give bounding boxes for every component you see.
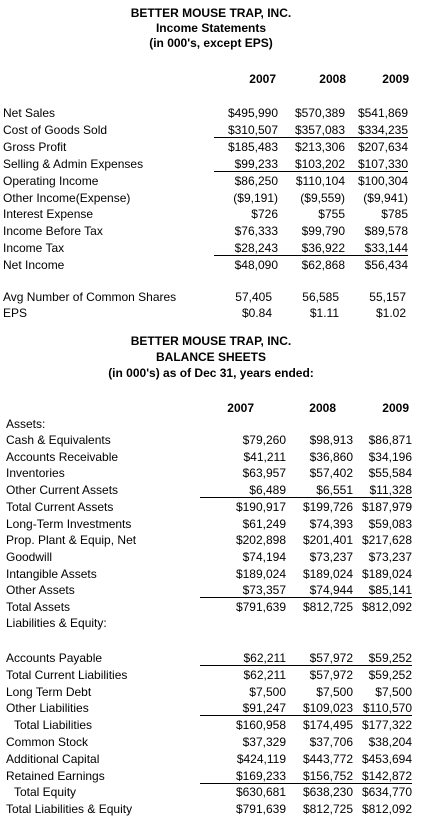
asset-row-value: $85,141 [368,583,412,598]
liability-row-value: $62,211 [243,651,286,665]
income-row-value: $76,333 [234,224,278,239]
liability-row-label: Retained Earnings [6,768,105,783]
income-row-value: $310,507 [227,122,278,137]
balance-year-2: 2008 [309,401,336,415]
income-row [0,206,422,222]
asset-row-value: $812,092 [361,600,412,614]
liability-row-label: Accounts Payable [6,651,103,665]
income-row-label: Operating Income [3,173,99,188]
income-row-label: Cost of Goods Sold [3,122,108,137]
asset-row-value: $189,024 [235,566,286,581]
liability-row-value: $38,204 [368,735,412,749]
liability-row-value: $177,322 [361,718,412,733]
liability-row-value: $142,872 [361,768,412,783]
income-row-label: Net Income [3,258,65,273]
asset-row [0,449,422,465]
income-year-3: 2009 [382,72,409,86]
income-row-label: Net Sales [3,106,56,120]
asset-row-label: Total Current Assets [6,499,114,514]
asset-row-value: $187,979 [361,499,412,514]
eps-row-value: $0.84 [241,306,272,320]
asset-row-label: Inventories [6,466,65,481]
liability-row [0,751,422,767]
income-row-value: $207,634 [357,139,408,154]
asset-row-value: $189,024 [302,566,353,581]
income-row [0,139,422,155]
eps-row-label: EPS [3,306,28,320]
liability-row-value: $443,772 [302,751,353,766]
asset-row-value: $34,196 [368,449,412,464]
income-row [0,257,422,273]
eps-row-value: $1.02 [375,306,406,320]
liability-row [0,734,422,750]
liability-row-value: $812,092 [361,802,412,817]
income-year-1: 2007 [249,72,276,86]
balance-year-3: 2009 [382,401,409,415]
liability-row-value: $169,233 [235,768,286,783]
liability-row-value: $57,972 [309,651,353,665]
asset-row-value: $63,957 [242,466,286,481]
liability-row-label: Total Liabilities [14,718,93,733]
asset-row-value: $791,639 [235,600,286,614]
liability-row-value: $109,023 [302,701,353,716]
income-row [0,156,422,172]
liability-row-value: $791,639 [235,802,286,817]
asset-row-label: Long-Term Investments [6,516,132,531]
income-row [0,240,422,256]
liabilities-header: Liabilities & Equity: [6,616,107,630]
balance-title-company: BETTER MOUSE TRAP, INC. [130,334,292,348]
income-row [0,173,422,189]
liability-row-value: $174,495 [302,718,353,733]
asset-row-value: $41,211 [243,449,286,464]
income-title-statement: Income Statements [155,21,267,35]
asset-row-value: $79,260 [242,433,286,447]
asset-row-value: $55,584 [368,466,412,481]
asset-row-value: $190,917 [235,499,286,514]
asset-row-label: Cash & Equivalents [6,433,111,447]
asset-row-value: $59,083 [368,516,412,531]
liability-row-value: $91,247 [242,701,286,716]
asset-row-value: $57,402 [309,466,353,481]
asset-row [0,516,422,532]
asset-row-value: $189,024 [361,566,412,581]
asset-row-label: Other Current Assets [6,483,119,498]
income-row-label: Gross Profit [3,139,67,154]
asset-row [0,549,422,565]
liability-row-value: $160,958 [235,718,286,733]
asset-row-value: $86,871 [368,433,412,447]
income-row-value: $726 [251,207,278,222]
asset-row [0,582,422,598]
shares-row-label: Avg Number of Common Shares [3,290,177,304]
asset-row-value: $73,357 [242,583,286,598]
liability-row-value: $7,500 [249,684,286,699]
income-row-value: $103,202 [294,156,345,171]
liability-row-value: $37,706 [309,735,353,749]
asset-row-value: $6,489 [249,483,286,498]
liability-row-value: $156,752 [302,768,353,783]
liability-row-label: Total Current Liabilities [6,667,128,682]
income-title-company: BETTER MOUSE TRAP, INC. [130,6,292,20]
asset-row-value: $199,726 [302,499,353,514]
liability-row [0,784,422,800]
liability-row-value: $62,211 [243,667,286,682]
liability-row [0,650,422,666]
total-rule [214,171,408,172]
eps-row-value: $1.11 [309,306,339,320]
liability-row-value: $638,230 [302,785,353,800]
liability-row [0,684,422,700]
asset-row-label: Intangible Assets [6,566,97,581]
asset-row-value: $74,944 [309,583,353,598]
asset-row-value: $61,249 [242,516,286,531]
asset-row [0,499,422,515]
income-row-label: Interest Expense [3,207,94,222]
liability-row-value: $812,725 [302,802,353,817]
shares-row-value: 57,405 [235,290,272,304]
shares-row-value: 56,585 [302,290,339,304]
asset-row-value: $6,551 [316,483,353,498]
asset-row [0,532,422,548]
liability-row-value: $634,770 [361,785,412,800]
income-row-label: Income Tax [3,241,65,256]
asset-row-label: Goodwill [6,549,53,564]
asset-row [0,599,422,615]
liability-row-value: $110,570 [362,701,412,716]
income-title-units: (in 000's, except EPS) [149,36,273,50]
asset-row-value: $11,328 [369,483,412,498]
income-row-value: $56,434 [364,258,408,273]
income-row-value: $89,578 [364,224,408,239]
income-row-value: $107,330 [357,156,408,171]
income-row-value: $99,790 [301,224,345,239]
assets-header: Assets: [6,417,46,431]
income-row [0,190,422,206]
asset-row-label: Other Assets [6,583,75,598]
asset-row [0,482,422,498]
income-row-value: $213,306 [294,139,345,154]
liability-row-label: Total Liabilities & Equity [6,802,133,817]
liability-row-value: $630,681 [235,785,286,800]
liability-row-label: Additional Capital [6,751,100,766]
asset-row-value: $36,860 [309,449,353,464]
income-row-value: $495,990 [227,106,278,120]
liability-row-value: $57,972 [309,667,353,682]
income-row-value: $541,869 [357,106,408,120]
income-row [0,105,422,121]
asset-row-value: $201,401 [302,533,353,548]
asset-row [0,566,422,582]
liability-row [0,667,422,683]
liability-row [0,700,422,716]
shares-row [0,289,422,305]
liability-row-label: Common Stock [6,735,89,749]
liability-row-value: $59,252 [368,667,412,682]
shares-row-value: 55,157 [369,290,406,304]
income-row-value: $755 [318,207,345,222]
liability-row-value: $7,500 [375,684,412,699]
income-row-value: $334,235 [357,122,408,137]
income-year-2: 2008 [319,72,346,86]
income-row-value: $785 [381,207,408,222]
income-row-label: Other Income(Expense) [3,190,131,205]
liability-row [0,717,422,733]
income-row-value: $185,483 [227,139,278,154]
asset-row-label: Accounts Receivable [6,449,119,464]
liability-row-label: Long Term Debt [6,684,92,699]
asset-row [0,432,422,448]
income-row-value: $86,250 [234,173,278,188]
liability-row-value: $424,119 [236,751,286,766]
total-rule [214,255,408,256]
income-row-value: ($9,559) [300,190,345,205]
income-row-label: Income Before Tax [3,224,103,239]
income-row-value: $110,104 [295,173,345,188]
balance-title-statement: BALANCE SHEETS [155,350,266,364]
asset-row-value: $98,913 [309,433,353,447]
asset-row-value: $73,237 [368,549,412,564]
liability-row-value: $453,694 [361,751,412,766]
asset-row-value: $74,194 [242,549,286,564]
asset-row [0,465,422,481]
income-row [0,122,422,138]
income-row-value: ($9,191) [233,190,278,205]
income-row [0,223,422,239]
liability-row-value: $7,500 [316,684,353,699]
income-row-value: $100,304 [357,173,408,188]
liability-row-value: $37,329 [242,735,286,749]
liability-row [0,801,422,817]
asset-row-value: $202,898 [235,533,286,548]
liability-row [0,768,422,784]
liability-row-value: $59,252 [368,651,412,665]
liability-row-label: Total Equity [14,785,77,800]
income-row-value: $28,243 [234,241,278,256]
income-row-value: ($9,941) [363,190,408,205]
income-row-label: Selling & Admin Expenses [3,156,144,171]
asset-row-label: Total Assets [6,600,71,614]
income-row-value: $33,144 [364,241,408,256]
asset-row-value: $73,237 [309,549,353,564]
asset-row-value: $217,628 [361,533,412,548]
balance-title-units: (in 000's) as of Dec 31, years ended: [108,366,314,380]
total-rule [214,137,408,138]
balance-year-1: 2007 [227,401,254,415]
asset-row-label: Prop. Plant & Equip, Net [6,533,137,548]
income-row-value: $99,233 [234,156,278,171]
liability-row-label: Other Liabilities [6,701,89,716]
asset-row-value: $812,725 [302,600,353,614]
income-row-value: $36,922 [301,241,345,256]
income-row-value: $48,090 [234,258,278,273]
income-row-value: $570,389 [294,106,345,120]
income-row-value: $357,083 [294,122,345,137]
asset-row-value: $74,393 [309,516,353,531]
eps-row [0,305,422,321]
income-row-value: $62,868 [301,258,345,273]
